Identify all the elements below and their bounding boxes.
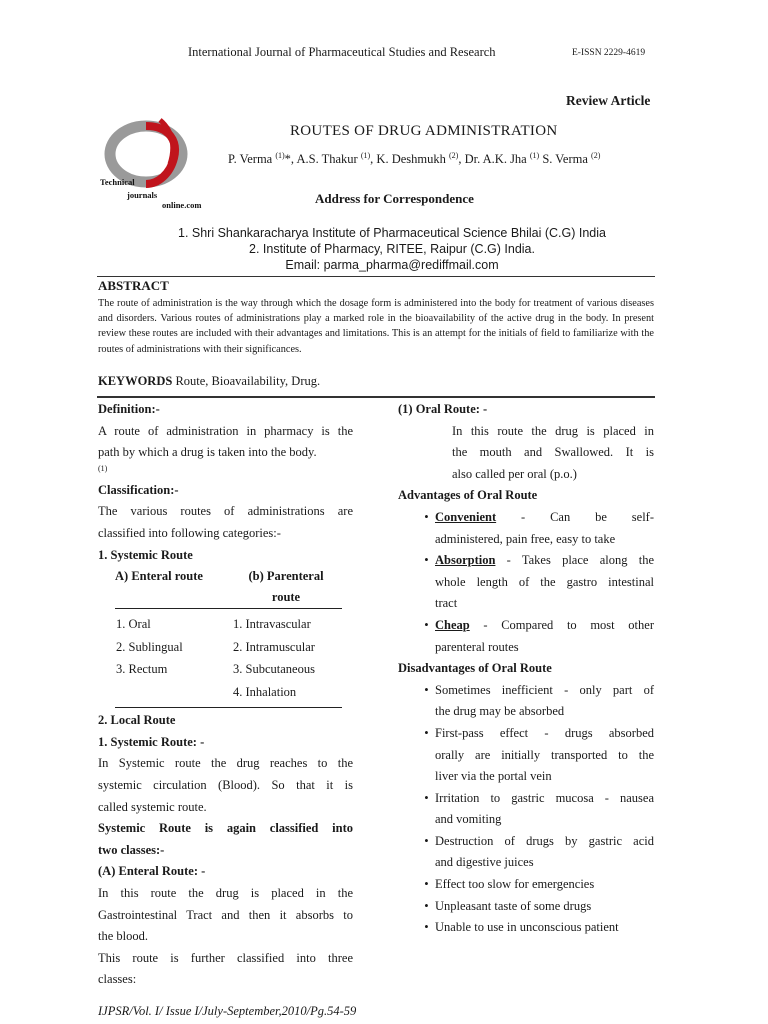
author-affiliation: (1) — [529, 151, 540, 160]
disadvantages-heading: Disadvantages of Oral Route — [398, 661, 552, 676]
table-rule — [115, 703, 342, 708]
bullet-icon: • — [424, 682, 429, 697]
logo-mark — [100, 112, 220, 212]
list-item — [398, 896, 654, 918]
list-item-line — [435, 550, 654, 572]
list-item-text — [435, 831, 654, 874]
systemic-route-heading: 1. Systemic Route — [98, 547, 193, 562]
oral-route-text: the mouth and Swallowed. It is — [452, 445, 654, 460]
journal-logo — [100, 112, 220, 212]
definition-text — [98, 442, 353, 464]
enteral-classes-text: classes: — [98, 972, 137, 987]
author-suffix: , — [458, 152, 462, 167]
table-cell: 1. Oral — [116, 617, 151, 632]
article-title: ROUTES OF DRUG ADMINISTRATION — [290, 123, 558, 139]
table-row — [115, 681, 342, 704]
oral-route-heading: (1) Oral Route: - — [398, 402, 488, 416]
list-item-line: Sometimes inefficient - only part of — [435, 682, 654, 697]
keywords — [98, 374, 320, 389]
page-footer: IJPSR/Vol. I/ Issue I/July-September,2010/Pg.54-59 — [98, 1004, 357, 1018]
list-item-line: liver via the portal vein — [435, 769, 552, 784]
term-description: - Takes place along the — [495, 553, 654, 568]
local-route-heading: 2. Local Route — [98, 713, 176, 728]
author-suffix: *, — [284, 152, 295, 167]
logo-text-1: Technical — [100, 177, 135, 187]
enteral-route-heading: (A) Enteral Route: - — [98, 864, 206, 879]
list-item — [398, 507, 654, 550]
bullet-icon: • — [424, 617, 429, 632]
classification-text: The various routes of administrations are — [98, 504, 353, 519]
table-cell: 3. Subcutaneous — [233, 662, 315, 677]
left-column — [98, 399, 353, 991]
systemic-text: In Systemic route the drug reaches to the — [98, 756, 353, 771]
list-item — [398, 831, 654, 874]
systemic-text: called systemic route. — [98, 799, 207, 814]
list-item-line: Irritation to gastric mucosa - nausea — [435, 790, 654, 805]
list-item — [398, 723, 654, 788]
list-item-text — [435, 723, 654, 788]
list-item-text — [435, 788, 654, 831]
list-item-line: parenteral routes — [435, 639, 519, 654]
term: Cheap — [435, 617, 470, 632]
list-item — [398, 615, 654, 658]
list-item — [398, 874, 654, 896]
author-affiliation: (1) — [360, 151, 371, 160]
list-item-text — [435, 874, 654, 896]
author-name: S. Verma — [542, 152, 588, 167]
enteral-classes-text: This route is further classified into three — [98, 950, 353, 965]
list-item-text — [435, 615, 654, 658]
author-affiliation: (1) — [275, 151, 285, 160]
correspondence-email: Email: parma_pharma@rediffmail.com — [285, 258, 499, 272]
author-name: K. Deshmukh — [376, 152, 446, 167]
bullet-icon: • — [424, 898, 429, 913]
author-affiliation: (2) — [591, 151, 601, 160]
table-row — [115, 658, 342, 681]
affiliation-1: 1. Shri Shankaracharya Institute of Pharmaceutical Science Bhilai (C.G) India — [178, 226, 606, 240]
journal-name: International Journal of Pharmaceutical Studies and Research — [188, 45, 496, 59]
classification-text: classified into following categories:- — [98, 525, 281, 540]
enteral-text: the blood. — [98, 929, 148, 944]
enteral-text: Gastrointestinal Tract and then it absorbs to — [98, 907, 353, 922]
list-item-line: orally are initially transported to the — [435, 747, 654, 762]
systemic-route-subheading: 1. Systemic Route: - — [98, 734, 205, 749]
list-item — [398, 917, 654, 939]
list-item — [398, 680, 654, 723]
affiliation-2: 2. Institute of Pharmacy, RITEE, Raipur (C.G) India. — [249, 242, 535, 256]
list-item-line: Effect too slow for emergencies — [435, 877, 595, 892]
address-heading: Address for Correspondence — [315, 191, 474, 206]
route-table — [115, 566, 342, 708]
list-item-text — [435, 680, 654, 723]
author-name: Dr. A.K. Jha — [464, 152, 527, 167]
definition-ref: (1) — [98, 463, 108, 473]
keywords-label: KEYWORDS — [98, 374, 173, 388]
list-item-line — [435, 615, 654, 637]
list-item-line: Unpleasant taste of some drugs — [435, 898, 592, 913]
author-affiliation: (2) — [449, 151, 459, 160]
table-cell: 3. Rectum — [116, 662, 168, 677]
author-name: A.S. Thakur — [296, 152, 358, 167]
table-header-line: (b) Parenteral — [248, 569, 324, 584]
abstract-heading: ABSTRACT — [98, 278, 169, 293]
bullet-icon: • — [424, 920, 429, 935]
keywords-text: Route, Bioavailability, Drug. — [172, 374, 321, 388]
list-item — [398, 550, 654, 615]
table-header — [230, 566, 342, 609]
table-row — [115, 613, 342, 636]
bullet-icon: • — [424, 877, 429, 892]
list-item-line: and digestive juices — [435, 855, 534, 870]
systemic-text: systemic circulation (Blood). So that it is — [98, 777, 353, 792]
list-item-line: tract — [435, 596, 458, 611]
table-cell: 1. Intravascular — [233, 617, 311, 632]
list-item — [398, 788, 654, 831]
bullet-icon: • — [424, 725, 429, 740]
oral-route-text: In this route the drug is placed in — [452, 423, 654, 438]
list-item-line: First-pass effect - drugs absorbed — [435, 725, 654, 740]
list-item-text — [435, 896, 654, 918]
term-description: - Compared to most other — [469, 617, 654, 632]
classification-heading: Classification:- — [98, 482, 179, 497]
table-cell: 4. Inhalation — [233, 684, 297, 699]
bullet-icon: • — [424, 553, 429, 568]
list-item-line: Unable to use in unconscious patient — [435, 920, 619, 935]
table-cell: 2. Intramuscular — [233, 639, 315, 654]
list-item-line: whole length of the gastro intestinal — [435, 574, 654, 589]
systemic-classes-text: Systemic Route is again classified into — [98, 821, 353, 836]
right-column — [398, 399, 654, 939]
definition-text: A route of administration in pharmacy is the — [98, 423, 353, 438]
term-description: - Can be self- — [496, 509, 654, 524]
systemic-classes-text: two classes:- — [98, 842, 165, 857]
issn: E-ISSN 2229-4619 — [572, 48, 646, 58]
author-list — [228, 151, 600, 167]
definition-text-line: path by which a drug is taken into the body. — [98, 445, 317, 460]
enteral-text: In this route the drug is placed in the — [98, 885, 353, 900]
article-type: Review Article — [566, 93, 651, 108]
bullet-icon: • — [424, 509, 429, 524]
table-header-line: route — [271, 590, 301, 605]
table-header: A) Enteral route — [115, 569, 203, 584]
table-cell — [115, 681, 230, 704]
logo-text-3: online.com — [162, 200, 202, 210]
list-item-line: administered, pain free, easy to take — [435, 531, 616, 546]
list-item-line: Destruction of drugs by gastric acid — [435, 833, 654, 848]
list-item-line: and vomiting — [435, 812, 502, 827]
list-item-line: the drug may be absorbed — [435, 704, 565, 719]
table-cell: 2. Sublingual — [116, 639, 183, 654]
list-item-text — [435, 507, 654, 550]
abstract-text: The route of administration is the way through which the dosage form is administered into the body for treatment of various diseases and disorders. Various routes of administrations play a marked role in the bioavailability of the active drug in the body. In present review these routes are included with their advantages and limitations. This is an attempt for the initials of field to familiarize with the routes of administrations with their significances. — [98, 298, 654, 355]
table-row — [115, 636, 342, 659]
divider — [97, 276, 655, 277]
divider — [97, 396, 655, 398]
table-header-row — [115, 566, 342, 609]
list-item-text — [435, 550, 654, 615]
term: Absorption — [435, 553, 496, 568]
oral-route-text: also called per oral (p.o.) — [452, 466, 577, 481]
author-suffix: , — [370, 152, 374, 167]
advantages-heading: Advantages of Oral Route — [398, 488, 538, 503]
author-name: P. Verma — [228, 152, 273, 167]
list-item-text — [435, 917, 654, 939]
definition-heading: Definition:- — [98, 402, 160, 416]
term: Convenient — [435, 509, 497, 524]
bullet-icon: • — [424, 790, 429, 805]
bullet-icon: • — [424, 833, 429, 848]
logo-text-2: journals — [127, 190, 158, 200]
list-item-line — [435, 507, 654, 529]
